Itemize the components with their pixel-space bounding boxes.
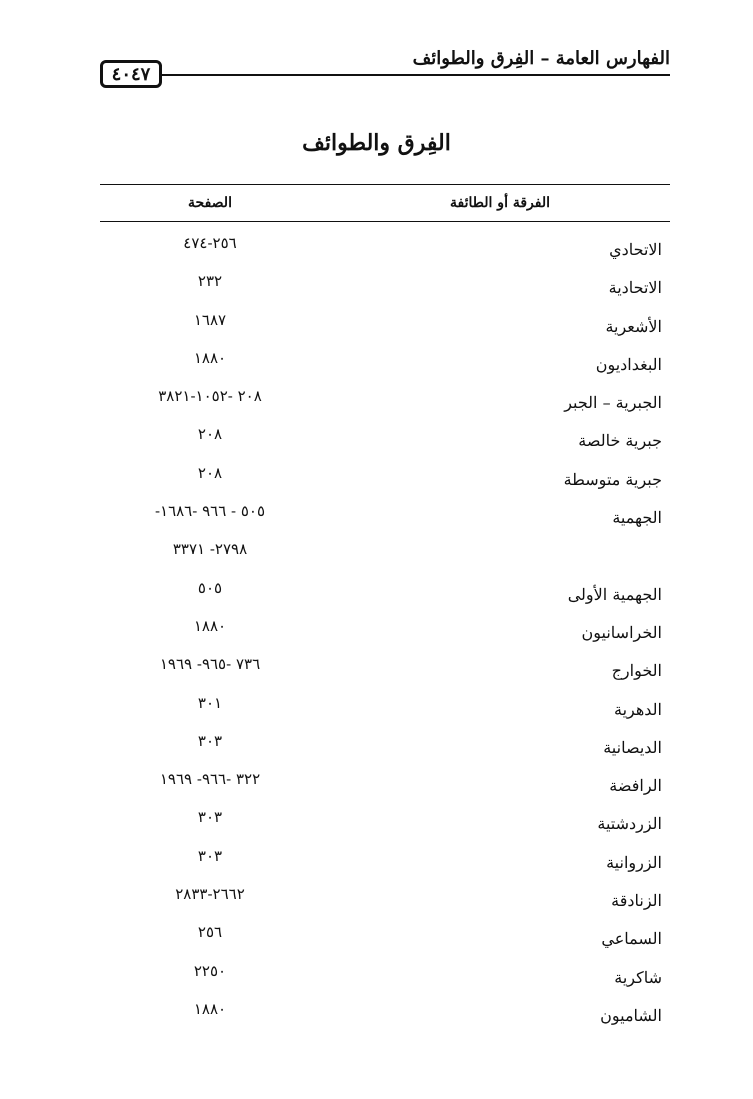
table-row [100, 307, 670, 345]
page-references: ٢٦٦٢-٢٨٣٣ [175, 885, 245, 904]
table-row [100, 728, 670, 766]
sect-name: الجبرية – الجبر [564, 393, 662, 413]
sect-name: الزردشتية [597, 814, 662, 834]
column-header-name: الفرقة أو الطائفة [450, 195, 550, 211]
sect-name: الأشعرية [605, 316, 662, 336]
sect-name: جبرية متوسطة [563, 469, 662, 489]
page-references: ١٦٨٧ [193, 310, 227, 329]
table-row [100, 383, 670, 421]
header-rule [160, 74, 670, 76]
table-row [100, 651, 670, 689]
sect-name: الدهرية [613, 699, 662, 719]
column-header-pages: الصفحة [188, 195, 232, 211]
page-number: ٤٠٤٧ [111, 63, 151, 85]
section-title: الفِرق والطوائف [302, 130, 451, 156]
sect-name: الزروانية [606, 852, 662, 872]
sect-name: البغداديون [595, 354, 662, 374]
page-references: ٣٠١ [197, 693, 223, 712]
sect-name: الخوارج [611, 661, 662, 681]
table-row [100, 613, 670, 651]
table-row [100, 881, 670, 919]
page-references: ٣٠٣ [197, 808, 223, 827]
sect-name: الاتحادية [608, 278, 662, 298]
table-row [100, 996, 670, 1034]
page-references: ١٨٨٠ [193, 616, 227, 635]
sect-name: شاكرية [614, 967, 662, 987]
page-references: ٢٢٥٠ [193, 961, 227, 980]
table-header [100, 185, 670, 221]
page-references: ٣٢٢ -٩٦٦- ١٩٦٩ [159, 770, 261, 789]
index-table [100, 184, 670, 1034]
table-row [100, 536, 670, 574]
page-references: ٧٣٦ -٩٦٥- ١٩٦٩ [159, 655, 261, 674]
page-references: ٣٠٣ [197, 846, 223, 865]
table-row [100, 421, 670, 459]
page-references: ٢٠٨ [197, 425, 223, 444]
table-row [100, 345, 670, 383]
table-row [100, 268, 670, 306]
page-references: ٢٠٨ -١٠٥٢-٣٨٢١ [158, 387, 262, 406]
table-row [100, 804, 670, 842]
page-number-badge [100, 60, 162, 88]
table-row [100, 958, 670, 996]
sect-name: الزنادقة [611, 891, 662, 911]
table-row [100, 498, 670, 536]
table-row [100, 843, 670, 881]
sect-name: الاتحادي [609, 240, 662, 259]
page-references: ٣٠٣ [197, 731, 223, 750]
page-references: ٥٠٥ - ٩٦٦ -١٦٨٦- [154, 502, 266, 521]
page-references: ٢٧٩٨- ٣٣٧١ [172, 540, 248, 559]
page-references: ٢٥٦ [197, 923, 223, 942]
table-row [100, 690, 670, 728]
sect-name: السماعي [601, 929, 662, 949]
running-header [100, 40, 670, 85]
page-references: ٢٣٢ [197, 272, 223, 291]
page-references: ٥٠٥ [197, 578, 223, 597]
running-header-title: الفهارس العامة – الفِرق والطوائف [412, 48, 670, 69]
table-row [100, 460, 670, 498]
sect-name: الديصانية [603, 737, 662, 757]
table-row [100, 766, 670, 804]
table-row [100, 575, 670, 613]
page-references: ١٨٨٠ [193, 999, 227, 1018]
sect-name: الشاميون [600, 1005, 662, 1025]
sect-name: الجهمية الأولى [567, 584, 662, 604]
page-references: ٢٥٦-٤٧٤ [183, 234, 237, 252]
sect-name: الخراسانيون [581, 622, 662, 642]
sect-name: الجهمية [612, 508, 662, 528]
page-references: ٢٠٨ [197, 463, 223, 482]
table-row [100, 919, 670, 957]
sect-name: الرافضة [609, 776, 662, 796]
table-row [100, 230, 670, 268]
sect-name: جبرية خالصة [578, 431, 662, 451]
page-references: ١٨٨٠ [193, 348, 227, 367]
table-body [100, 222, 670, 1034]
